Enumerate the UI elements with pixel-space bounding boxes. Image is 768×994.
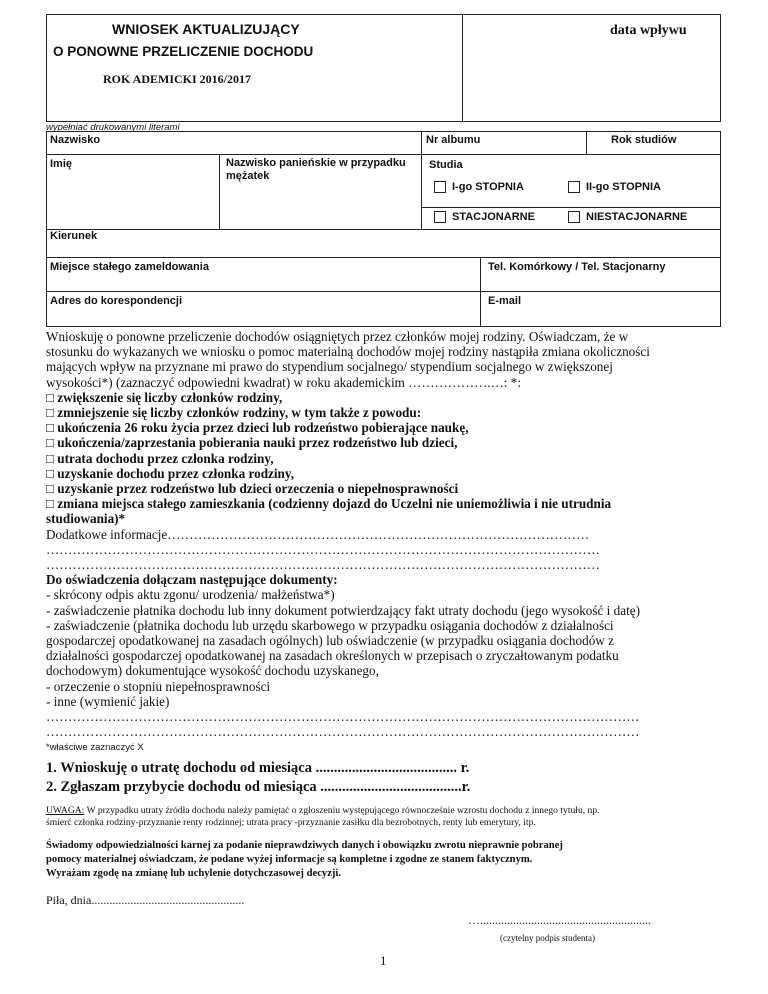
additional-info-line[interactable]: Dodatkowe informacje……………………………………………………………………………………: [46, 526, 590, 542]
part-time-option[interactable]: [568, 211, 687, 223]
form-col-line: [219, 154, 220, 229]
document-item: gospodarczej opodatkowanej na zasadach ogólnych) lub oświadczenie (w przypadku osiągania dochodów z: [46, 633, 614, 649]
intro-line: Wnioskuję o ponowne przeliczenie dochodów osiągniętych przez członków mojej rodziny. Oświadczam, że w: [46, 329, 629, 344]
page-number: 1: [380, 953, 387, 968]
option-item[interactable]: □ uzyskanie przez rodzeństwo lub dzieci orzeczenia o niepełnosprawności: [46, 481, 459, 497]
long-dots-line[interactable]: ………………………………………………………………………………………………………………………: [46, 709, 640, 725]
long-dots-line[interactable]: ………………………………………………………………………………………………………………………: [46, 724, 640, 740]
request-section: [46, 329, 722, 739]
note-text: śmierć członka rodziny-przyznanie renty rodzinnej; utrata pracy -przyznanie zasiłku dla bezrobotnych, renty lub emerytury, itp.: [46, 817, 536, 828]
document-item: działalności gospodarczej opodatkowanej na zasadach określonych w przepisach o zryczałtowanym podatku: [46, 648, 619, 664]
intro-line: wysokości*) (zaznaczyć odpowiedni kwadrat) w roku akademickim ……………….…: *:: [46, 374, 521, 390]
residence-label: Miejsce stałego zameldowania: [50, 261, 209, 273]
option-item[interactable]: □ utrata dochodu przez członka rodziny,: [46, 450, 274, 466]
full-time-option[interactable]: [434, 211, 535, 223]
note-label: UWAGA:: [46, 805, 85, 816]
album-no-label: Nr albumu: [426, 134, 481, 146]
document-item: - zaświadczenie (płatnika dochodu lub urzędu skarbowego w przypadku osiągania dochodów z działalności: [46, 617, 614, 633]
first-degree-option[interactable]: [434, 181, 524, 193]
option-item[interactable]: □ uzyskanie dochodu przez członka rodziny,: [46, 465, 295, 481]
note: [46, 805, 600, 829]
statement: [46, 839, 563, 881]
second-degree-label: II-go STOPNIA: [586, 181, 661, 193]
document-item: - inne (wymienić jakie): [46, 693, 170, 709]
option-item[interactable]: □ zmniejszenie się liczby członków rodziny, w tym także z powodu:: [46, 405, 422, 421]
mail-address-label: Adres do korespondencji: [50, 295, 183, 307]
document-item: - zaświadczenie płatnika dochodu lub inny dokument potwierdzający fakt utraty dochodu (jego wysokość i datę): [46, 602, 640, 618]
option-item[interactable]: □ ukończenia 26 roku życia przez dzieci lub rodzeństwo pobierające naukę,: [46, 420, 469, 436]
form-row-line: [46, 229, 721, 230]
phone-label: Tel. Komórkowy / Tel. Stacjonarny: [488, 261, 666, 273]
form-col-line: [586, 131, 587, 154]
part-time-label: NIESTACJONARNE: [586, 211, 688, 223]
form-row-line: [46, 291, 721, 292]
surname-label: Nazwisko: [50, 134, 101, 146]
dots-line[interactable]: ………………………………………………………………………………………………………………: [46, 541, 600, 557]
receipt-date-label: data wpływu: [610, 23, 687, 38]
studies-label: Studia: [429, 159, 463, 171]
intro-line: mających wpływ na przyznane mi prawo do stypendium socjalnego/ stypendium socjalnego w zwiększonej: [46, 359, 613, 375]
form-row-line: [46, 257, 721, 258]
part-time-checkbox[interactable]: [568, 211, 580, 223]
signature-label: (czytelny podpis studenta): [500, 933, 595, 943]
note-text: W przypadku utraty źródła dochodu należy pamiętać o zgłoszeniu występującego równocześnie wzrostu dochodu z innego tytułu, np.: [84, 805, 600, 816]
full-time-label: STACJONARNE: [452, 211, 535, 223]
footnote: *właściwe zaznaczyć X: [46, 742, 144, 753]
option-item-continued: studiowania)*: [46, 511, 126, 527]
form-col-line: [480, 257, 481, 327]
place-date-field[interactable]: Piła, dnia...................................................: [46, 893, 245, 907]
document-item: - orzeczenie o stopniu niepełnosprawności: [46, 678, 271, 694]
option-item[interactable]: □ zwiększenie się liczby członków rodziny,: [46, 389, 283, 405]
document-item: - skrócony odpis aktu zgonu/ urodzenia/ małżeństwa*): [46, 587, 335, 603]
first-degree-label: I-go STOPNIA: [452, 181, 524, 193]
title-line1: WNIOSEK AKTUALIZUJĄCY: [112, 21, 300, 37]
first-degree-checkbox[interactable]: [434, 181, 446, 193]
maiden-name-label: Nazwisko panieńskie w przypadku mężatek: [226, 157, 406, 182]
header-divider: [462, 14, 463, 122]
full-time-checkbox[interactable]: [434, 211, 446, 223]
fill-note: wypełniać drukowanymi literami: [46, 122, 180, 133]
form-row-line: [421, 207, 721, 208]
academic-year: ROK ADEMICKI 2016/2017: [103, 72, 252, 86]
form-row-line: [46, 154, 721, 155]
field-of-study-label: Kierunek: [50, 230, 98, 242]
statement-line: Wyrażam zgodę na zmianę lub uchylenie dotychczasowej decyzji.: [46, 868, 342, 879]
option-item[interactable]: □ zmiana miejsca stałego zamieszkania (codzienny dojazd do Uczelni nie uniemożliwia i nie utrudnia: [46, 496, 612, 512]
dots-line[interactable]: ………………………………………………………………………………………………………………: [46, 557, 600, 573]
document-item: dochodowym) dokumentujące wysokość dochodu uzyskanego,: [46, 663, 379, 679]
email-label: E-mail: [488, 295, 522, 307]
intro-line: stosunku do wykazanych we wniosku o pomoc materialną dochodów mojej rodziny nastąpiła zmiana okoliczności: [46, 344, 650, 360]
income-loss-declaration[interactable]: 1. Wnioskuję o utratę dochodu od miesiąca ....................................... r.: [46, 760, 470, 776]
second-degree-option[interactable]: [568, 181, 661, 193]
first-name-label: Imię: [50, 158, 73, 170]
option-item[interactable]: □ ukończenia/zaprzestania pobierania nauki przez rodzeństwo lub dzieci,: [46, 435, 458, 451]
documents-heading: Do oświadczenia dołączam następujące dokumenty:: [46, 572, 338, 588]
statement-line: Świadomy odpowiedzialności karnej za podanie nieprawdziwych danych i obowiązku zwrotu nieprawnie pobranej: [46, 840, 563, 851]
year-of-study-label: Rok studiów: [611, 134, 677, 146]
title-line2: O PONOWNE PRZELICZENIE DOCHODU: [53, 44, 314, 59]
statement-line: pomocy materialnej oświadczam, że podane wyżej informacje są kompletne i zgodne ze stanem faktycznym.: [46, 854, 533, 865]
signature-field[interactable]: ….........................................................: [468, 913, 651, 927]
second-degree-checkbox[interactable]: [568, 181, 580, 193]
income-gain-declaration[interactable]: 2. Zgłaszam przybycie dochodu od miesiąca .......................................r.: [46, 779, 471, 795]
form-col-line: [421, 131, 422, 229]
